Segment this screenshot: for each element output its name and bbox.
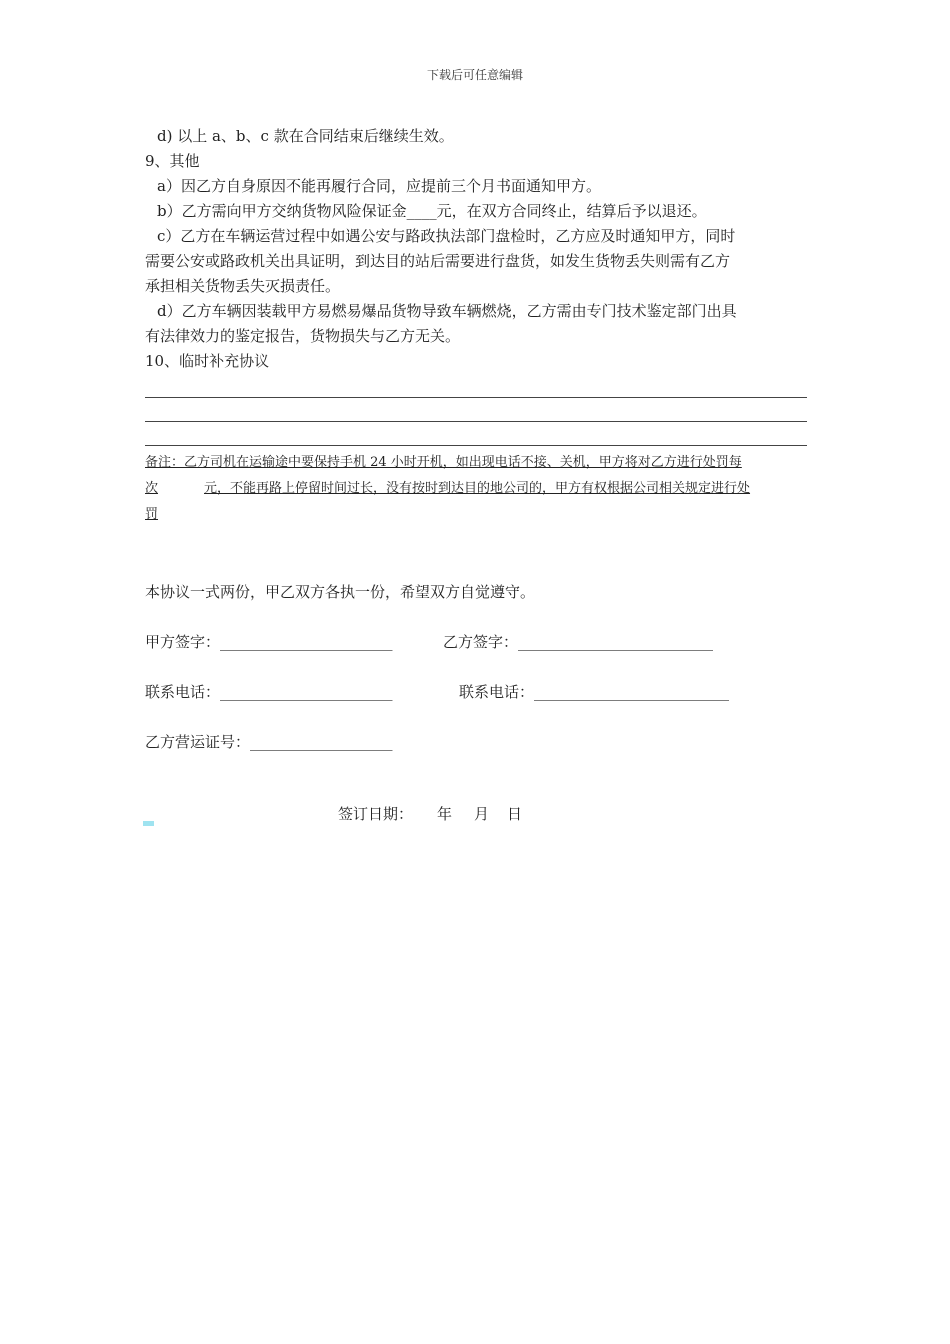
- clause-8d: d) 以上 a、b、c 款在合同结束后继续生效。: [157, 127, 454, 145]
- signature-row: [145, 630, 807, 655]
- page-header: 下载后可任意编辑: [426, 68, 523, 82]
- clause-9c-line1: c）乙方在车辆运营过程中如遇公安与路政执法部门盘检时，乙方应及时通知甲方，同时: [157, 227, 736, 245]
- date-month: 月: [474, 805, 490, 823]
- party-b-signature: 乙方签字：__________________________: [443, 633, 714, 651]
- remark-line-1: 备注：乙方司机在运输途中要保持手机 24 小时开机，如出现电话不接、关机，甲方将对乙方进行处罚每: [145, 455, 742, 470]
- document-body: [145, 124, 807, 827]
- date-day: 日: [507, 805, 523, 823]
- remark-note: [145, 450, 807, 528]
- remark-line-2-rest: 元，不能再路上停留时间过长，没有按时到达目的地公司的，甲方有权根据公司相关规定进行处: [204, 481, 751, 496]
- signing-date: [145, 802, 807, 827]
- clause-9c-line2: 需要公安或路政机关出具证明，到达目的站后需要进行盘货，如发生货物丢失则需有乙方: [145, 252, 731, 270]
- clause-9a: a）因乙方自身原因不能再履行合同，应提前三个月书面通知甲方。: [157, 177, 601, 195]
- blank-line-2: [145, 398, 807, 422]
- section-9-title: 9、其他: [145, 152, 200, 170]
- remark-line-2: [145, 476, 807, 502]
- date-year: 年: [437, 805, 453, 823]
- clause-9d-line1: d）乙方车辆因装载甲方易燃易爆品货物导致车辆燃烧，乙方需由专门技术鉴定部门出具: [157, 302, 737, 320]
- party-a-phone: 联系电话：_______________________: [145, 683, 393, 701]
- phone-row: [145, 680, 807, 705]
- agreement-statement: 本协议一式两份，甲乙双方各执一份，希望双方自觉遵守。: [145, 583, 536, 601]
- party-a-signature: 甲方签字：_______________________: [145, 633, 393, 651]
- clause-9b: b）乙方需向甲方交纳货物风险保证金____元，在双方合同终止，结算后予以退还。: [157, 202, 707, 220]
- clause-9d-line2: 有法律效力的鉴定报告，货物损失与乙方无关。: [145, 327, 461, 345]
- clause-9c-line3: 承担相关货物丢失灭损责任。: [145, 277, 341, 295]
- blank-line-3: [145, 422, 807, 446]
- section-10-title: 10、临时补充协议: [145, 352, 270, 370]
- highlight-marker: [143, 821, 154, 826]
- license-row: [145, 730, 807, 755]
- party-b-phone: 联系电话：__________________________: [459, 683, 730, 701]
- party-b-license: 乙方营运证号：___________________: [145, 733, 393, 751]
- remark-line-2-start: 次: [145, 481, 159, 496]
- remark-line-3: 罚: [145, 507, 159, 522]
- blank-line-1: [145, 374, 807, 398]
- date-label: 签订日期：: [338, 805, 414, 823]
